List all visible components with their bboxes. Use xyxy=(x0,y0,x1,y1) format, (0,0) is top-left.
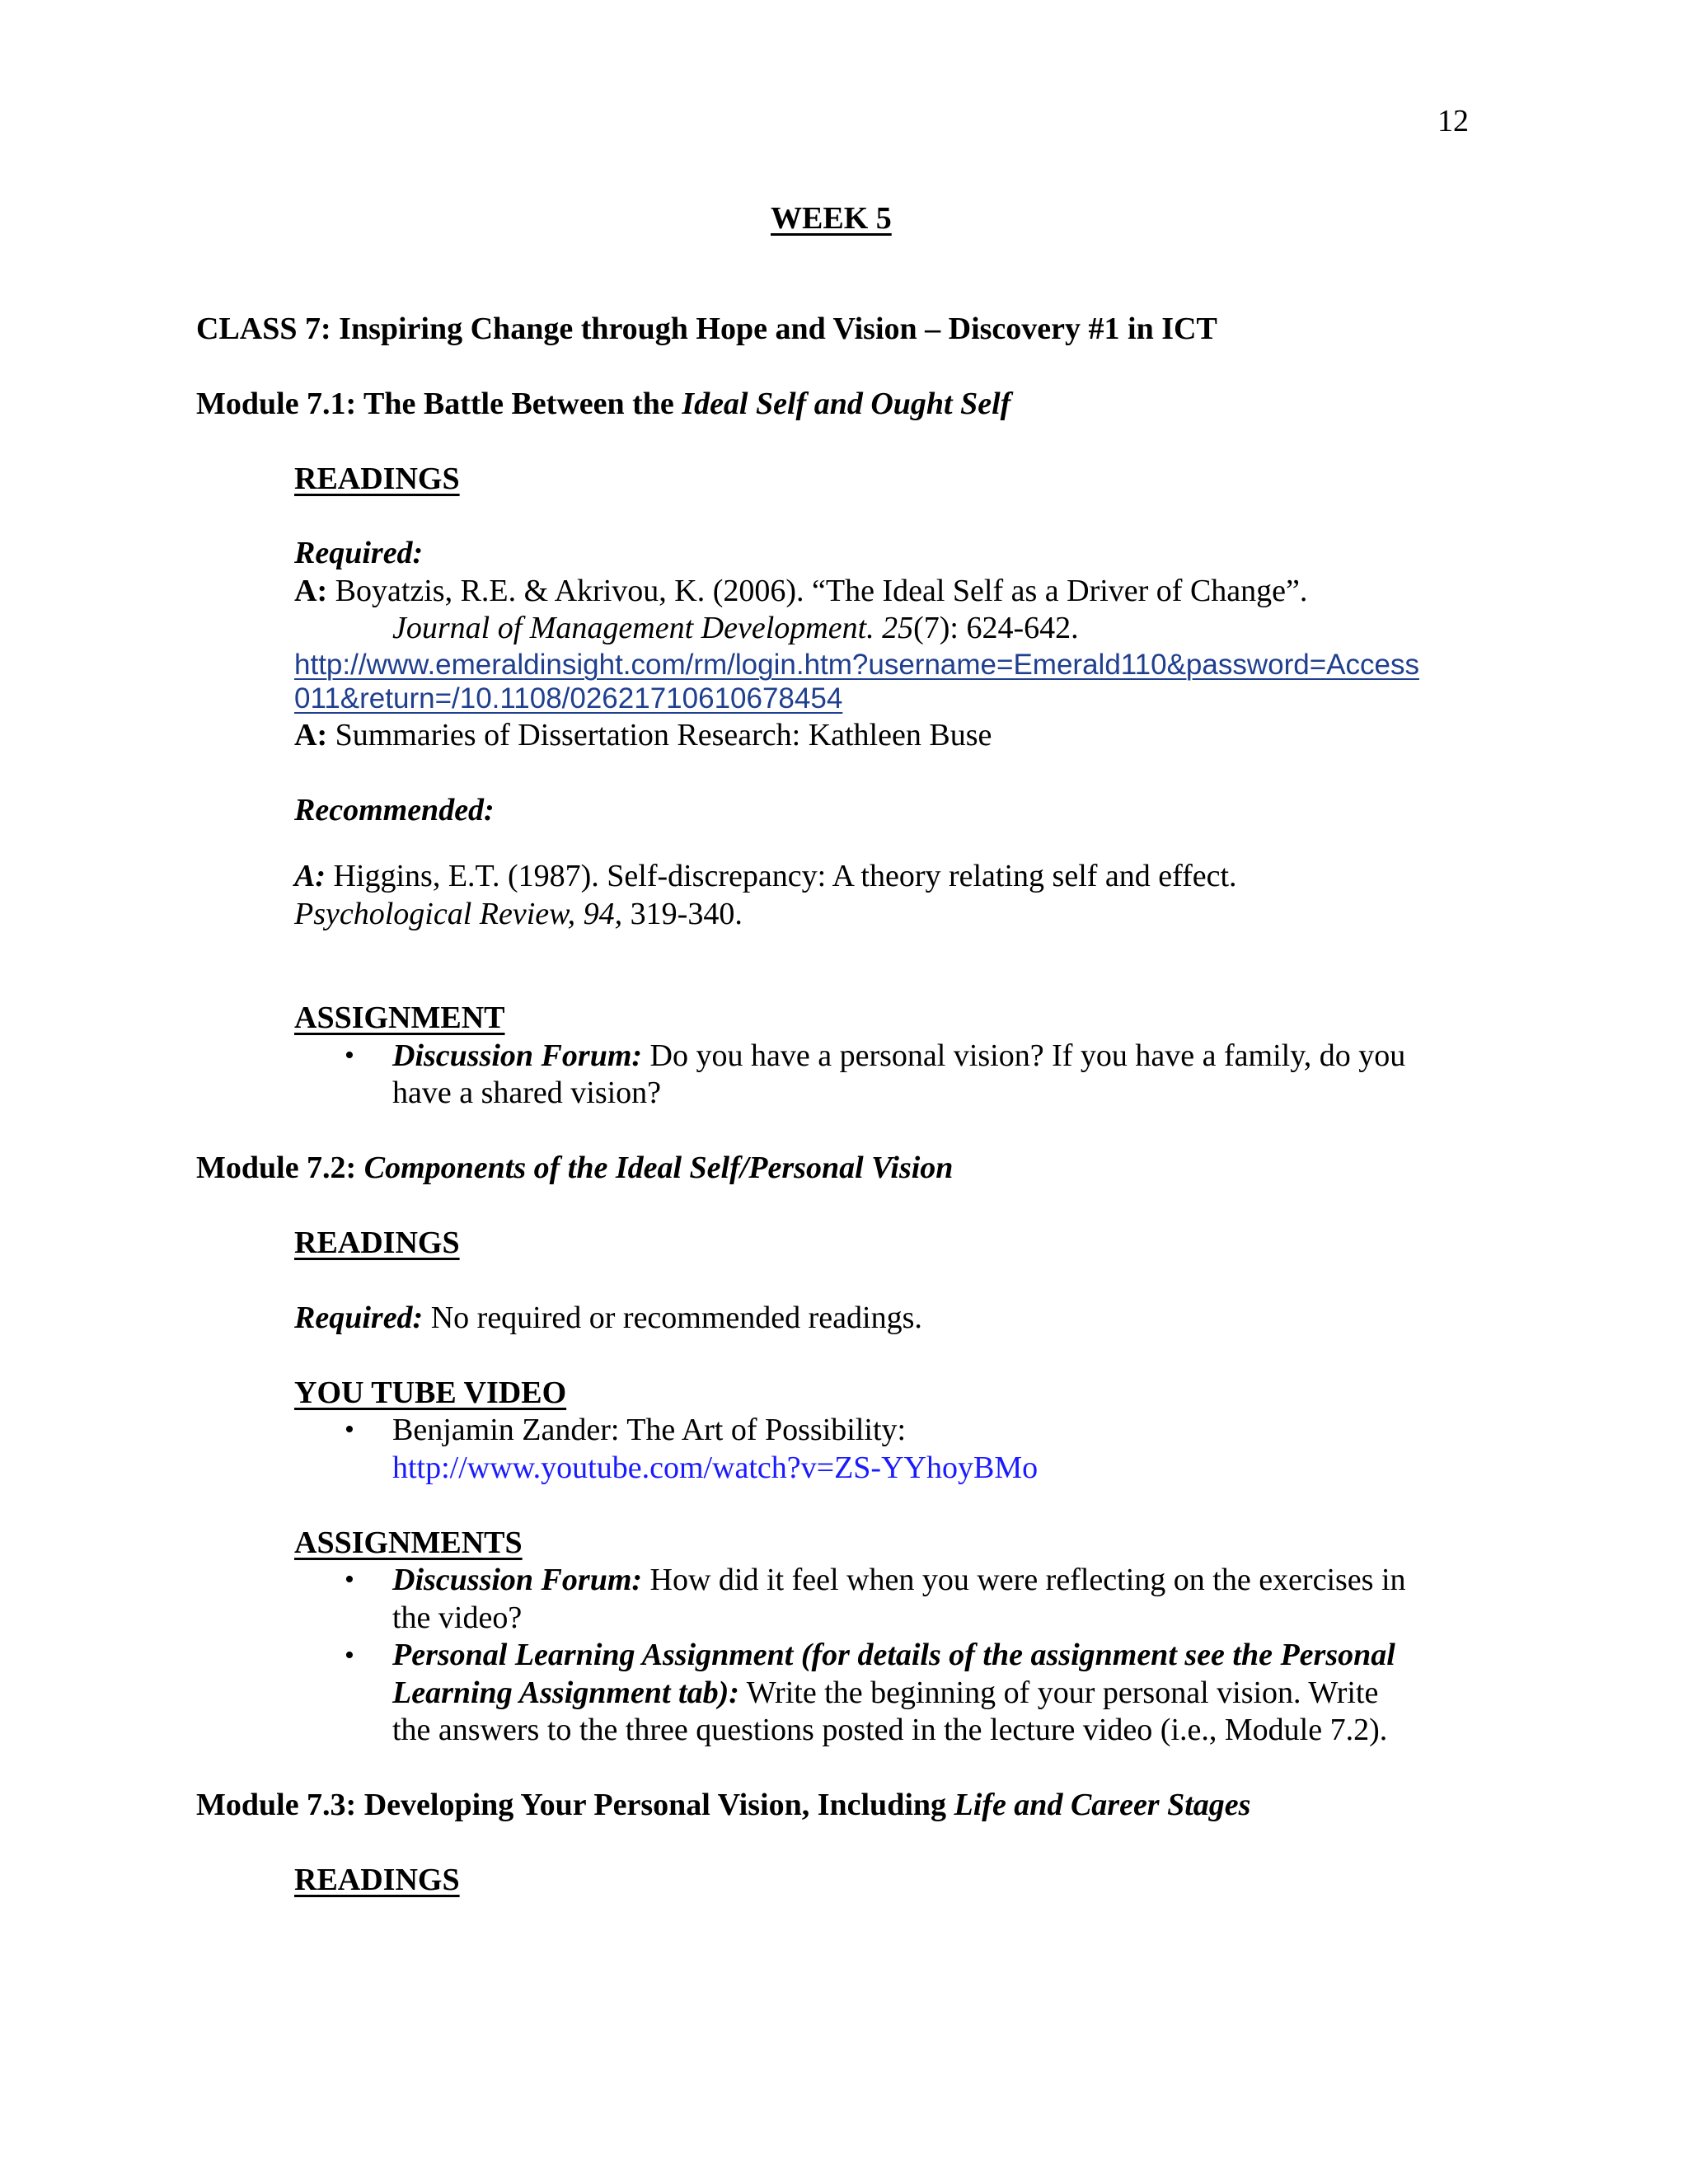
module-7-1-assignment-heading: ASSIGNMENT xyxy=(294,1001,505,1035)
journal-name: Journal of Management Development. 25 xyxy=(392,611,914,645)
reference-text: Summaries of Dissertation Research: Kathleen Buse xyxy=(327,718,992,752)
module-7-2-title: Components of the Ideal Self/Personal Vision xyxy=(363,1151,954,1185)
journal-pages: 319-340. xyxy=(622,897,743,931)
reference-boyatzis-journal xyxy=(392,612,1079,644)
video-title: Benjamin Zander: The Art of Possibility: xyxy=(392,1413,907,1447)
module-7-3-title: Life and Career Stages xyxy=(954,1788,1251,1822)
module-7-1-title: Ideal Self and Ought Self xyxy=(682,387,1011,421)
required-text: No required or recommended readings. xyxy=(423,1301,922,1335)
module-7-1-assignment-line-2: have a shared vision? xyxy=(392,1076,662,1110)
reference-label: A: xyxy=(294,574,328,608)
reference-higgins-journal xyxy=(294,898,743,930)
reference-boyatzis xyxy=(294,575,1307,607)
assignment-label: Discussion Forum: xyxy=(392,1038,643,1073)
module-7-3-readings-heading: READINGS xyxy=(294,1863,460,1897)
reference-text: Boyatzis, R.E. & Akrivou, K. (2006). “The Ideal Self as a Driver of Change”. xyxy=(327,574,1308,608)
class-heading: CLASS 7: Inspiring Change through Hope and Vision – Discovery #1 in ICT xyxy=(196,312,1217,346)
page-number: 12 xyxy=(1437,104,1469,138)
module-7-3-heading xyxy=(196,1789,1250,1821)
module-7-1-prefix: Module 7.1: The Battle Between the xyxy=(196,387,682,421)
reference-label: A: xyxy=(294,718,328,752)
reference-text: Higgins, E.T. (1987). Self-discrepancy: A theory relating self and effect. xyxy=(326,859,1237,893)
bullet-icon: • xyxy=(345,1414,354,1445)
assignment-2-line-2 xyxy=(392,1677,1378,1708)
assignment-text: How did it feel when you were reflecting on the exercises in xyxy=(642,1563,1406,1597)
module-7-2-readings-heading: READINGS xyxy=(294,1226,460,1260)
youtube-link[interactable]: http://www.youtube.com/watch?v=ZS-YYhoyBMo xyxy=(392,1451,1039,1485)
week-heading: WEEK 5 xyxy=(771,201,892,236)
module-7-1-heading xyxy=(196,388,1010,419)
reference-label: A: xyxy=(294,859,326,893)
video-heading: YOU TUBE VIDEO xyxy=(294,1376,567,1410)
assignment-1-line-2: the video? xyxy=(392,1601,523,1635)
module-7-1-readings-heading: READINGS xyxy=(294,462,460,496)
module-7-1-assignment-line-1 xyxy=(392,1040,1405,1071)
module-7-1-required-label: Required: xyxy=(294,536,424,570)
required-label: Required: xyxy=(294,1301,424,1335)
module-7-2-prefix: Module 7.2: xyxy=(196,1151,364,1185)
assignment-text: Write the beginning of your personal vision. Write xyxy=(738,1675,1379,1710)
reference-higgins xyxy=(294,860,1237,892)
module-7-2-required xyxy=(294,1302,922,1333)
module-7-1-recommended-label: Recommended: xyxy=(294,793,495,827)
journal-issue: (7): 624-642. xyxy=(913,611,1079,645)
emerald-link-line-2[interactable]: 011&return=/10.1108/02621710610678454 xyxy=(294,682,843,715)
reference-buse xyxy=(294,719,992,751)
assignment-label: Learning Assignment tab): xyxy=(392,1675,739,1710)
journal-name: Psychological Review, 94, xyxy=(294,897,623,931)
module-7-3-prefix: Module 7.3: Developing Your Personal Vision, Including xyxy=(196,1788,954,1822)
bullet-icon: • xyxy=(345,1640,354,1671)
module-7-2-assignments-heading: ASSIGNMENTS xyxy=(294,1526,523,1560)
assignment-1-line-1 xyxy=(392,1564,1406,1596)
bullet-icon: • xyxy=(345,1040,354,1071)
assignment-2-line-1: Personal Learning Assignment (for details of the assignment see the Personal xyxy=(392,1638,1395,1672)
bullet-icon: • xyxy=(345,1564,354,1595)
assignment-2-line-3: the answers to the three questions posted in the lecture video (i.e., Module 7.2). xyxy=(392,1713,1388,1747)
emerald-link-line-1[interactable]: http://www.emeraldinsight.com/rm/login.htm?username=Emerald110&password=Access xyxy=(294,649,1419,681)
module-7-2-heading xyxy=(196,1152,953,1183)
assignment-text: Do you have a personal vision? If you have a family, do you xyxy=(642,1038,1406,1073)
assignment-label: Discussion Forum: xyxy=(392,1563,643,1597)
